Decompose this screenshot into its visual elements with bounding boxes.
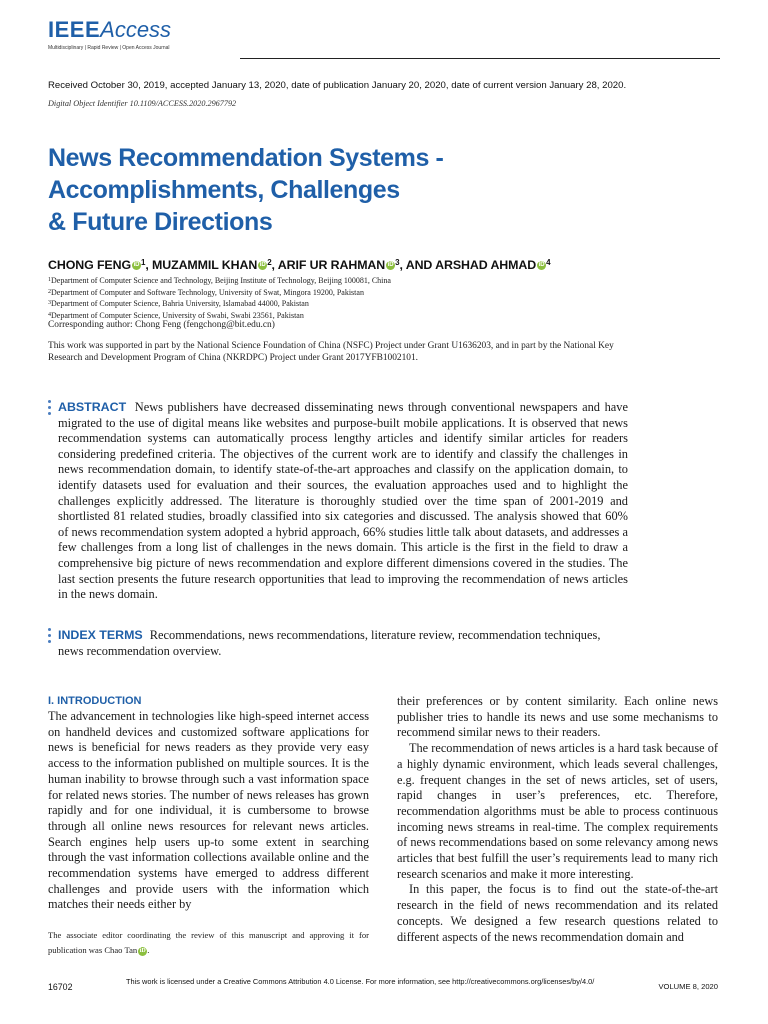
abstract	[58, 400, 628, 603]
affiliation-text: Department of Computer Science and Technology, Beijing Institute of Technology, Beijing 100081, China	[51, 276, 391, 285]
doi-line: Digital Object Identifier 10.1109/ACCESS.2020.2967792	[48, 99, 237, 108]
footnote-text: The associate editor coordinating the review of this manuscript and approving it for publication was Chao Tan	[48, 930, 369, 955]
index-terms	[58, 628, 628, 659]
paper-title	[48, 142, 508, 238]
body-column-left	[48, 694, 369, 913]
affiliation-text: Department of Computer Science, Bahria University, Islamabad 44000, Pakistan	[51, 299, 309, 309]
affiliation-item	[48, 275, 391, 287]
author-separator: , AND	[399, 258, 436, 272]
journal-tagline: Multidisciplinary | Rapid Review | Open Access Journal	[48, 45, 170, 51]
author-separator: ,	[271, 258, 278, 272]
author-name: ARIF UR RAHMAN	[277, 258, 386, 272]
affiliation-num: 1	[48, 277, 51, 283]
author-name: MUZAMMIL KHAN	[152, 258, 258, 272]
orcid-icon[interactable]: iD	[259, 262, 266, 268]
author-name: ARSHAD AHMAD	[435, 258, 537, 272]
dotted-bullet-icon	[47, 628, 53, 646]
orcid-icon[interactable]: iD	[133, 262, 140, 268]
received-dates: Received October 30, 2019, accepted January 13, 2020, date of publication January 20, 2020, date of current version January 28, 2020.	[48, 80, 627, 91]
license-notice: This work is licensed under a Creative Commons Attribution 4.0 License. For more information, see http://creativecommons.org/licenses/by/4.0/	[126, 977, 595, 986]
editor-footnote	[48, 928, 369, 958]
affiliation-num: 3	[48, 300, 51, 307]
author-affil-num: 2	[267, 258, 272, 267]
body-paragraph: In this paper, the focus is to find out the state-of-the-art research in the field of news recommendation and its related concepts. We designed a few research questions related to different aspects of the news recommendation domain and	[397, 882, 718, 944]
volume-label: VOLUME 8, 2020	[658, 982, 718, 991]
affiliation-num: 2	[48, 288, 51, 295]
journal-logo	[48, 18, 171, 51]
orcid-icon[interactable]: iD	[538, 262, 545, 268]
title-line-2: Accomplishments, Challenges	[48, 176, 400, 204]
corresponding-author: Corresponding author: Chong Feng (fengchong@bit.edu.cn)	[48, 320, 275, 330]
author-list	[48, 258, 550, 272]
author-name: CHONG FENG	[48, 258, 131, 272]
header-rule	[240, 58, 720, 59]
section-heading: I. INTRODUCTION	[48, 695, 142, 707]
funding-statement: This work was supported in part by the National Science Foundation of China (NSFC) Project under Grant U1636203, and in part by the National Key Research and Development Program of China (NKRDPC) Project under Grant 2017YFB1002101.	[48, 341, 614, 363]
page-number: 16702	[48, 982, 73, 992]
affiliation-item	[48, 287, 391, 299]
journal-name	[48, 18, 171, 42]
index-terms-label: INDEX TERMS	[58, 628, 143, 642]
affiliation-num: 4	[48, 311, 51, 318]
body-column-right	[397, 694, 718, 945]
index-terms-text: Recommendations, news recommendations, literature review, recommendation techniques, news recommendation overview.	[58, 628, 601, 658]
author-affil-num: 3	[395, 258, 400, 267]
body-paragraph: The recommendation of news articles is a hard task because of a highly dynamic environment, which leads several challenges, e.g. frequent changes in the set of news articles, set of users, rapid changes in user’s preferences, etc. Therefore, recommendation algorithms must be able to process continuous incoming news streams in real-time. The complex requirements of news recommendations based on some relevancy among news articles that best fulfill the user’s requirements lead to many rich research scenarios and make it more interesting.	[397, 741, 718, 881]
abstract-text: News publishers have decreased disseminating news through conventional newspapers and have migrated to the use of digital means like websites and purpose-built mobile applications. It is observed that news recommendation systems can automatically process lengthy articles and identify similar articles for readers considering predefined criteria. The objectives of the current work are to identify and classify the challenges in news recommendation domain, to identify state-of-the-art approaches and classify on the application domain, to identify datasets used for evaluation and their sources, the evaluation approaches used and to highlight the challenges explicitly addressed. The literature is thoroughly studied over the time span of 2001-2019 and shortlisted 81 related studies, broadly classified into six categories and discussed. The analysis showed that 60% of news recommendation system adopted a hybrid approach, 66% studies little talk about datasets, and addresses a few challenges from a long list of challenges in the news domain. This article is the first in the field to draw a comprehensive big picture of news recommendation and explore different dimensions covered in the studies. The last section presents the future research opportunities that lead to improving the recommendation of news articles in the news domain.	[58, 400, 628, 602]
orcid-icon[interactable]: iD	[139, 948, 146, 954]
author-separator: ,	[145, 258, 153, 272]
affiliation-text: Department of Computer and Software Technology, University of Swat, Mingora 19200, Pakistan	[51, 287, 364, 297]
author-affil-num: 1	[140, 258, 146, 267]
affiliation-list	[48, 275, 391, 321]
body-paragraph: The advancement in technologies like high-speed internet access on handheld devices and customized software applications for news is beneficial for news readers as they provide very easy access to the information published on multiple sources. It is the human inability to browse through such a vast information space for related news stories. The number of news releases has grown rapidly and for one individual, it is cumbersome to browse through all online news resources for relevant news articles. Search engines help users up-to some extent in searching through the vast information collections available online and the recommendation systems have emerged to address different challenges and provide users with the information which matches their needs either by	[48, 709, 369, 912]
dotted-bullet-icon	[47, 400, 53, 418]
abstract-label: ABSTRACT	[58, 400, 127, 414]
footnote-end: .	[147, 945, 150, 955]
author-affil-num: 4	[546, 258, 551, 267]
affiliation-text: Department of Computer Science, University of Swabi, Swabi 23561, Pakistan	[51, 310, 304, 320]
affiliation-item	[48, 298, 391, 310]
title-line-3: & Future Directions	[48, 208, 273, 236]
body-paragraph: their preferences or by content similarity. Each online news publisher tries to handle its news and use some mechanisms to recommend similar news to their readers.	[397, 694, 718, 740]
title-line-1: News Recommendation Systems -	[48, 144, 444, 172]
orcid-icon[interactable]: iD	[387, 262, 394, 268]
journal-name-access: Access	[100, 17, 172, 42]
journal-name-ieee: IEEE	[48, 17, 101, 42]
